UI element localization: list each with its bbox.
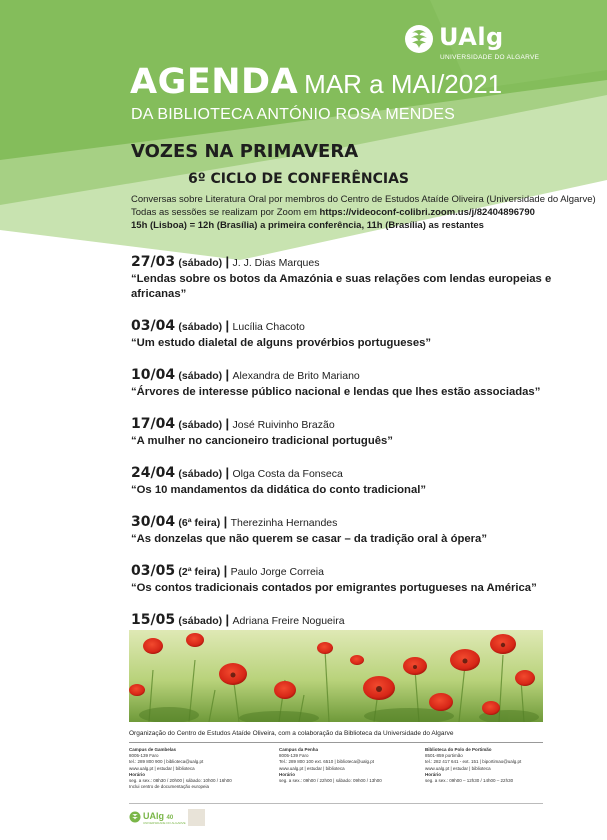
intro-line-3: [131, 219, 596, 232]
contact-web[interactable]: www.ualg.pt | estudar | biblioteca: [425, 765, 491, 771]
session-title: “A mulher no cancioneiro tradicional português”: [131, 435, 393, 447]
session-date: 24/04: [131, 465, 176, 481]
session-item: [131, 514, 561, 547]
session-speaker: José Ruivinho Brazão: [232, 419, 335, 431]
session-separator: |: [225, 612, 230, 627]
session-speaker: J. J. Dias Marques: [232, 257, 320, 269]
session-separator: |: [225, 254, 230, 269]
session-day: (sábado): [178, 468, 223, 480]
event-cycle: 6º CICLO DE CONFERÊNCIAS: [188, 171, 410, 187]
contacts: [129, 747, 543, 795]
session-title: “Árvores de interesse público nacional e lendas que lhes estão associadas”: [131, 386, 541, 398]
session-item: [131, 563, 561, 596]
session-separator: |: [225, 416, 230, 431]
session-speaker: Adriana Freire Nogueira: [232, 615, 345, 627]
session-title: “As donzelas que não querem se casar – da tradição oral à ópera”: [131, 533, 487, 545]
contact-hours: seg. a sex.: 09h00 – 12h30 / 14h00 – 22h30: [425, 778, 514, 784]
session-speaker: Therezinha Hernandes: [230, 517, 338, 529]
contact-hours-label: Horário: [129, 771, 146, 777]
session-day: (2ª feira): [178, 566, 221, 578]
session-item: [131, 416, 561, 449]
intro-prefix: Todas as sessões se realizam por Zoom em: [131, 207, 320, 218]
agenda-title: [130, 62, 502, 102]
session-separator: |: [225, 367, 230, 382]
session-speaker: Alexandra de Brito Mariano: [232, 370, 360, 382]
contact-address: 8501-859 portimão: [425, 753, 463, 759]
time-note: 15h (Lisboa) = 12h (Brasília) a primeira conferência, 11h (Brasília) as restantes: [131, 220, 484, 231]
partner-logo: [188, 809, 205, 826]
session-date: 03/04: [131, 318, 176, 334]
contact-name: Biblioteca do Polo de Portimão: [425, 747, 492, 752]
session-day: (6ª feira): [178, 517, 221, 529]
contact-address: 8005-139 Faro: [129, 753, 159, 759]
contact-penha: [279, 747, 419, 784]
session-date: 27/03: [131, 254, 176, 270]
event-intro: [131, 193, 596, 232]
contact-name: Campus de Gambelas: [129, 747, 177, 752]
session-title: “Os contos tradicionais contados por emigrantes portugueses na América”: [131, 582, 537, 594]
contact-phone: Tel.: 289 800 100 ext. 6510 | biblioteca@ualg.pt: [279, 759, 375, 765]
footer-divider: [129, 803, 543, 804]
session-item: [131, 465, 561, 498]
contact-gambelas: [129, 747, 269, 790]
ualg-emblem-icon: [404, 24, 434, 54]
session-title: “Os 10 mandamentos da didática do conto tradicional”: [131, 484, 427, 496]
ualg-logo: [404, 22, 544, 62]
session-speaker: Olga Costa da Fonseca: [232, 468, 343, 480]
poppy-field-photo: [129, 630, 543, 722]
session-day: (sábado): [178, 615, 223, 627]
intro-line-2: [131, 206, 596, 219]
footer-logo-badge: 40: [166, 815, 174, 821]
divider: [129, 742, 543, 743]
session-date: 10/04: [131, 367, 176, 383]
event-title: VOZES NA PRIMAVERA: [131, 141, 359, 162]
organization-note: Organização do Centro de Estudos Ataíde Oliveira, com a colaboração da Biblioteca da Universidade do Algarve: [129, 730, 454, 737]
sessions-list: [131, 254, 561, 661]
session-title: “Lendas sobre os botos da Amazónia e suas relações com lendas europeias e africanas”: [131, 273, 552, 300]
intro-line-1: Conversas sobre Literatura Oral por membros do Centro de Estudos Ataíde Oliveira (Universidade do Algarve): [131, 194, 596, 205]
ualg-emblem-icon: [129, 811, 141, 823]
footer-logo-wordmark: UAlg 40: [143, 811, 174, 821]
contact-hours: seg. a sex.: 08h30 / 20h00 | sábado: 10h00 / 16h00: [129, 778, 232, 784]
contact-address: 8005-139 Faro: [279, 753, 309, 759]
session-day: (sábado): [178, 370, 223, 382]
footer-logo: [129, 809, 219, 827]
session-speaker: Lucília Chacoto: [232, 321, 305, 333]
session-date: 15/05: [131, 612, 176, 628]
session-day: (sábado): [178, 419, 223, 431]
session-item: [131, 318, 561, 351]
logo-wordmark: UAlg: [439, 23, 504, 51]
session-separator: |: [223, 563, 228, 578]
contact-phone: tel.: 289 800 900 | biblioteca@ualg.pt: [129, 759, 204, 765]
session-separator: |: [225, 465, 230, 480]
contact-hours-label: Horário: [279, 771, 296, 777]
contact-web[interactable]: www.ualg.pt | estudar | biblioteca: [279, 765, 345, 771]
contact-hours: seg. a sex.: 09h00 / 22h00 | sábado: 09h00 / 13h00: [279, 778, 382, 784]
session-separator: |: [223, 514, 228, 529]
session-title: “Um estudo dialetal de alguns provérbios portugueses”: [131, 337, 432, 349]
zoom-link[interactable]: https://videoconf-colibri.zoom.us/j/82404896790: [319, 207, 535, 218]
logo-subtitle: UNIVERSIDADE DO ALGARVE: [440, 54, 540, 61]
contact-portimao: [425, 747, 565, 784]
session-day: (sábado): [178, 321, 223, 333]
agenda-word: AGENDA: [130, 62, 299, 102]
session-speaker: Paulo Jorge Correia: [230, 566, 324, 578]
contact-phone: tel.: 282 417 641 - ext. 151 | biportimao@ualg.pt: [425, 759, 522, 765]
session-day: (sábado): [178, 257, 223, 269]
footer-logo-subtitle: UNIVERSIDADE DO ALGARVE: [143, 821, 186, 825]
agenda-dates: MAR a MAI/2021: [304, 69, 503, 99]
contact-note: Inclui centro de documentação europeia: [129, 784, 210, 790]
contact-name: Campus da Penha: [279, 747, 319, 752]
session-separator: |: [225, 318, 230, 333]
contact-web[interactable]: www.ualg.pt | estudar | biblioteca: [129, 765, 195, 771]
agenda-subtitle: DA BIBLIOTECA ANTÓNIO ROSA MENDES: [131, 106, 456, 123]
contact-hours-label: Horário: [425, 771, 442, 777]
session-item: [131, 254, 561, 302]
session-item: [131, 367, 561, 400]
session-date: 17/04: [131, 416, 176, 432]
session-date: 30/04: [131, 514, 176, 530]
session-date: 03/05: [131, 563, 176, 579]
